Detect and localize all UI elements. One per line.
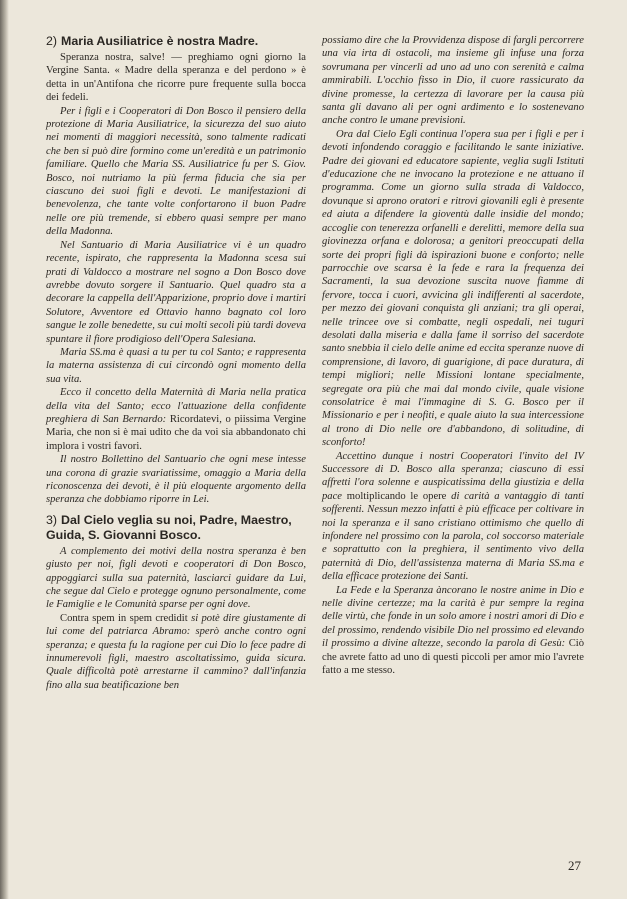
section-2-title: Maria Ausiliatrice è nostra Madre.	[61, 34, 259, 48]
paragraph: Il nostro Bollettino del Santuario che ogni mese intesse una corona di grazie svariatissime, omaggio a Maria della riconoscenza dei devoti, è il più eloquente argomento della speranza che dobbiamo riporre in Lei.	[46, 454, 306, 506]
paragraph: Speranza nostra, salve! — preghiamo ogni giorno la Vergine Santa. « Madre della speranza e del perdono » è detta in un'Antifona che ricorre pure frequente sulla bocca dei fedeli.	[46, 52, 306, 104]
right-column	[322, 34, 584, 678]
section-3-title: Dal Cielo veglia su noi, Padre, Maestro, Guida, S. Giovanni Bosco.	[46, 512, 292, 542]
paragraph-italic-text: si potè dire giustamente di lui come del patriarca Abramo: sperò anche contro ogni speranza; e questa fu la ragione per cui Dio lo fece padre di innumerevoli figli, maestro ascoltatissimo, guida sicura. Quale difficoltà potè arrestarne il cammino? dall'infanzia fino alla sua beatificazione ben	[46, 612, 307, 691]
paragraph-italic-text: Accettino dunque i nostri Cooperatori l'invito del IV Successore di D. Bosco alla speranza; ciascuno di essi affretti l'ora solenne e auspicatissima della giustizia e della pace	[322, 450, 584, 502]
paragraph-italic-text: La Fede e la Speranza àncorano le nostre anime in Dio e nelle divine certezze; ma la carità è pur sempre la regina delle virtù, che fonde in un solo amore i nostri amori di Dio e del prossimo, rendendo visibile Dio nel prossimo ed elevando il prossimo a divine altezze, secondo la parola di Gesù:	[322, 584, 584, 650]
section-3-heading	[46, 513, 306, 543]
section-2-number: 2)	[46, 34, 58, 48]
book-spine-shadow	[0, 0, 9, 899]
paragraph: A complemento dei motivi della nostra speranza è ben giusto per noi, figli devoti e cooperatori di Don Bosco, appoggiarci sulla sua paternità, lasciarci guidare da Lui, che segue dal Cielo e protegge ognuno personalmente, come le Famiglie e le Comunità sparse per ogni dove.	[46, 545, 306, 611]
section-2-heading	[46, 34, 306, 49]
paragraph-roman-text: Ciò che avrete fatto ad uno di questi piccoli per amor mio l'avrete fatto a me stesso.	[322, 638, 584, 677]
paragraph-roman-text: Ricordatevi, o piissima Vergine Maria, che non si è mai udito che da voi sia abbandonato chi implora i vostri favori.	[46, 413, 306, 452]
paragraph	[322, 584, 584, 678]
paragraph: Nel Santuario di Maria Ausiliatrice vi è un quadro recente, ispirato, che rappresenta la Madonna scesa sui prati di Valdocco a mostrare nel sogno a Don Bosco dove avrebbe dovuto sorgere il Santuario. Quel quadro sta a decorare la cappella dell'Apparizione, proprio dove i martiri Solutore, Avventore ed Ottavio hanno bagnato col loro sangue le zolle benedette, su cui molti secoli più tardi doveva spuntare il fiore prodigioso dell'Opera Salesiana.	[46, 239, 306, 345]
paragraph-italic-text: Ecco il concetto della Maternità di Maria nella pratica della vita del Santo; ecco l'attuazione della confidente preghiera di San Bernardo:	[46, 387, 306, 425]
paragraph	[46, 612, 306, 692]
paragraph: possiamo dire che la Provvidenza dispose di fargli percorrere una via irta di ostacoli, ma insieme gli infuse una forza sovrumana per vincerli ad uno ad uno con serenità e calma ammirabili. L'occhio fisso in Dio, il cuore rassicurato da divine promesse, la certezza di lavorare per la causa più santa gli davano ali per ogni ardimento e lo sostenevano anche contro le umane previsioni.	[322, 35, 584, 127]
paragraph	[322, 450, 584, 584]
page-number: 27	[568, 858, 581, 873]
paragraph: Maria SS.ma è quasi a tu per tu col Santo; e rappresenta la materna assistenza di cui circondò ogni momento della sua vita.	[46, 346, 306, 385]
paragraph-roman-text: Contra spem in spem credidit	[60, 612, 188, 624]
left-column	[46, 34, 306, 692]
paragraph	[46, 386, 306, 453]
section-3-number: 3)	[46, 512, 58, 527]
paragraph: Ora dal Cielo Egli continua l'opera sua per i figli e per i devoti infondendo coraggio e facilitando le sante iniziative. Padre dei giovani ed educatore sapiente, veglia sugli Istituti d'educazione che ne invocano la protezione e ne attuano il programma. Come un giorno sulla strada di Valdocco, dovunque si aprono oratori e ritrovi giovanili egli è presente ed aiuta a difendere la gioventù dalle insidie del mondo; accoglie con tenerezza orfanelli e derelitti, memore della sua giovinezza orfana e dolorosa; a genitori preoccupati della sorte dei propri figli dà ispirazioni buone e conforto; nelle parrocchie ove scarsa è la fede e rara la frequenza dei Sacramenti, la sua devozione suscita nuove fiamme di fervore, tocca i cuori, avvicina gli indifferenti al sacerdote, per mezzo dei giovani conquista gli anziani; tra gli operai, nelle trincee ove si combatte, negli ospedali, nei tuguri desolati dalla miseria e dalla fame il sorriso del sacerdote santo snebbia il cielo delle anime ed eccita speranze nuove di comprensione, di lavoro, di guarigione, di pace duratura, di tempi migliori; nelle Missioni lontane specialmente, segregate ora più che mai dal mondo civile, quale visione consolatrice è mai l'immagine di S. G. Bosco per il Missionario e per i neofiti, e quale aiuto la sua intercessione al trono di Dio nelle ore d'abbandono, di solitudine, di sconforto!	[322, 128, 584, 449]
paragraph-roman-text: moltiplicando le opere	[342, 490, 447, 502]
paragraph: Per i figli e i Cooperatori di Don Bosco il pensiero della protezione di Maria Ausiliatrice, la sicurezza del suo aiuto nei momenti di maggiori necessità, sono talmente radicati che ben si può dire formino come un'eredità e un patrimonio familiare. Quello che Maria SS. Ausiliatrice fu per S. Giov. Bosco, noi nutriamo la più ferma fiducia che sia per ciascuno dei suoi figli e devoti. Le manifestazioni di benevolenza, che tante volte confortarono il buon Padre nelle ore più tremende, si ebbero quasi sempre per mano della Madonna.	[46, 105, 306, 238]
paragraph-italic-text: di carità a vantaggio di tanti sofferenti. Nessun mezzo infatti è più efficace per coltivare in noi la speranza e il sano cristiano ottimismo che quello di infondere nel prossimo con la parola, col soccorso materiale e soprattutto con la preghiera, il sentimento vivo della paternità di Dio, dell'assistenza materna di Maria SS.ma e della efficace protezione dei Santi.	[322, 490, 584, 583]
